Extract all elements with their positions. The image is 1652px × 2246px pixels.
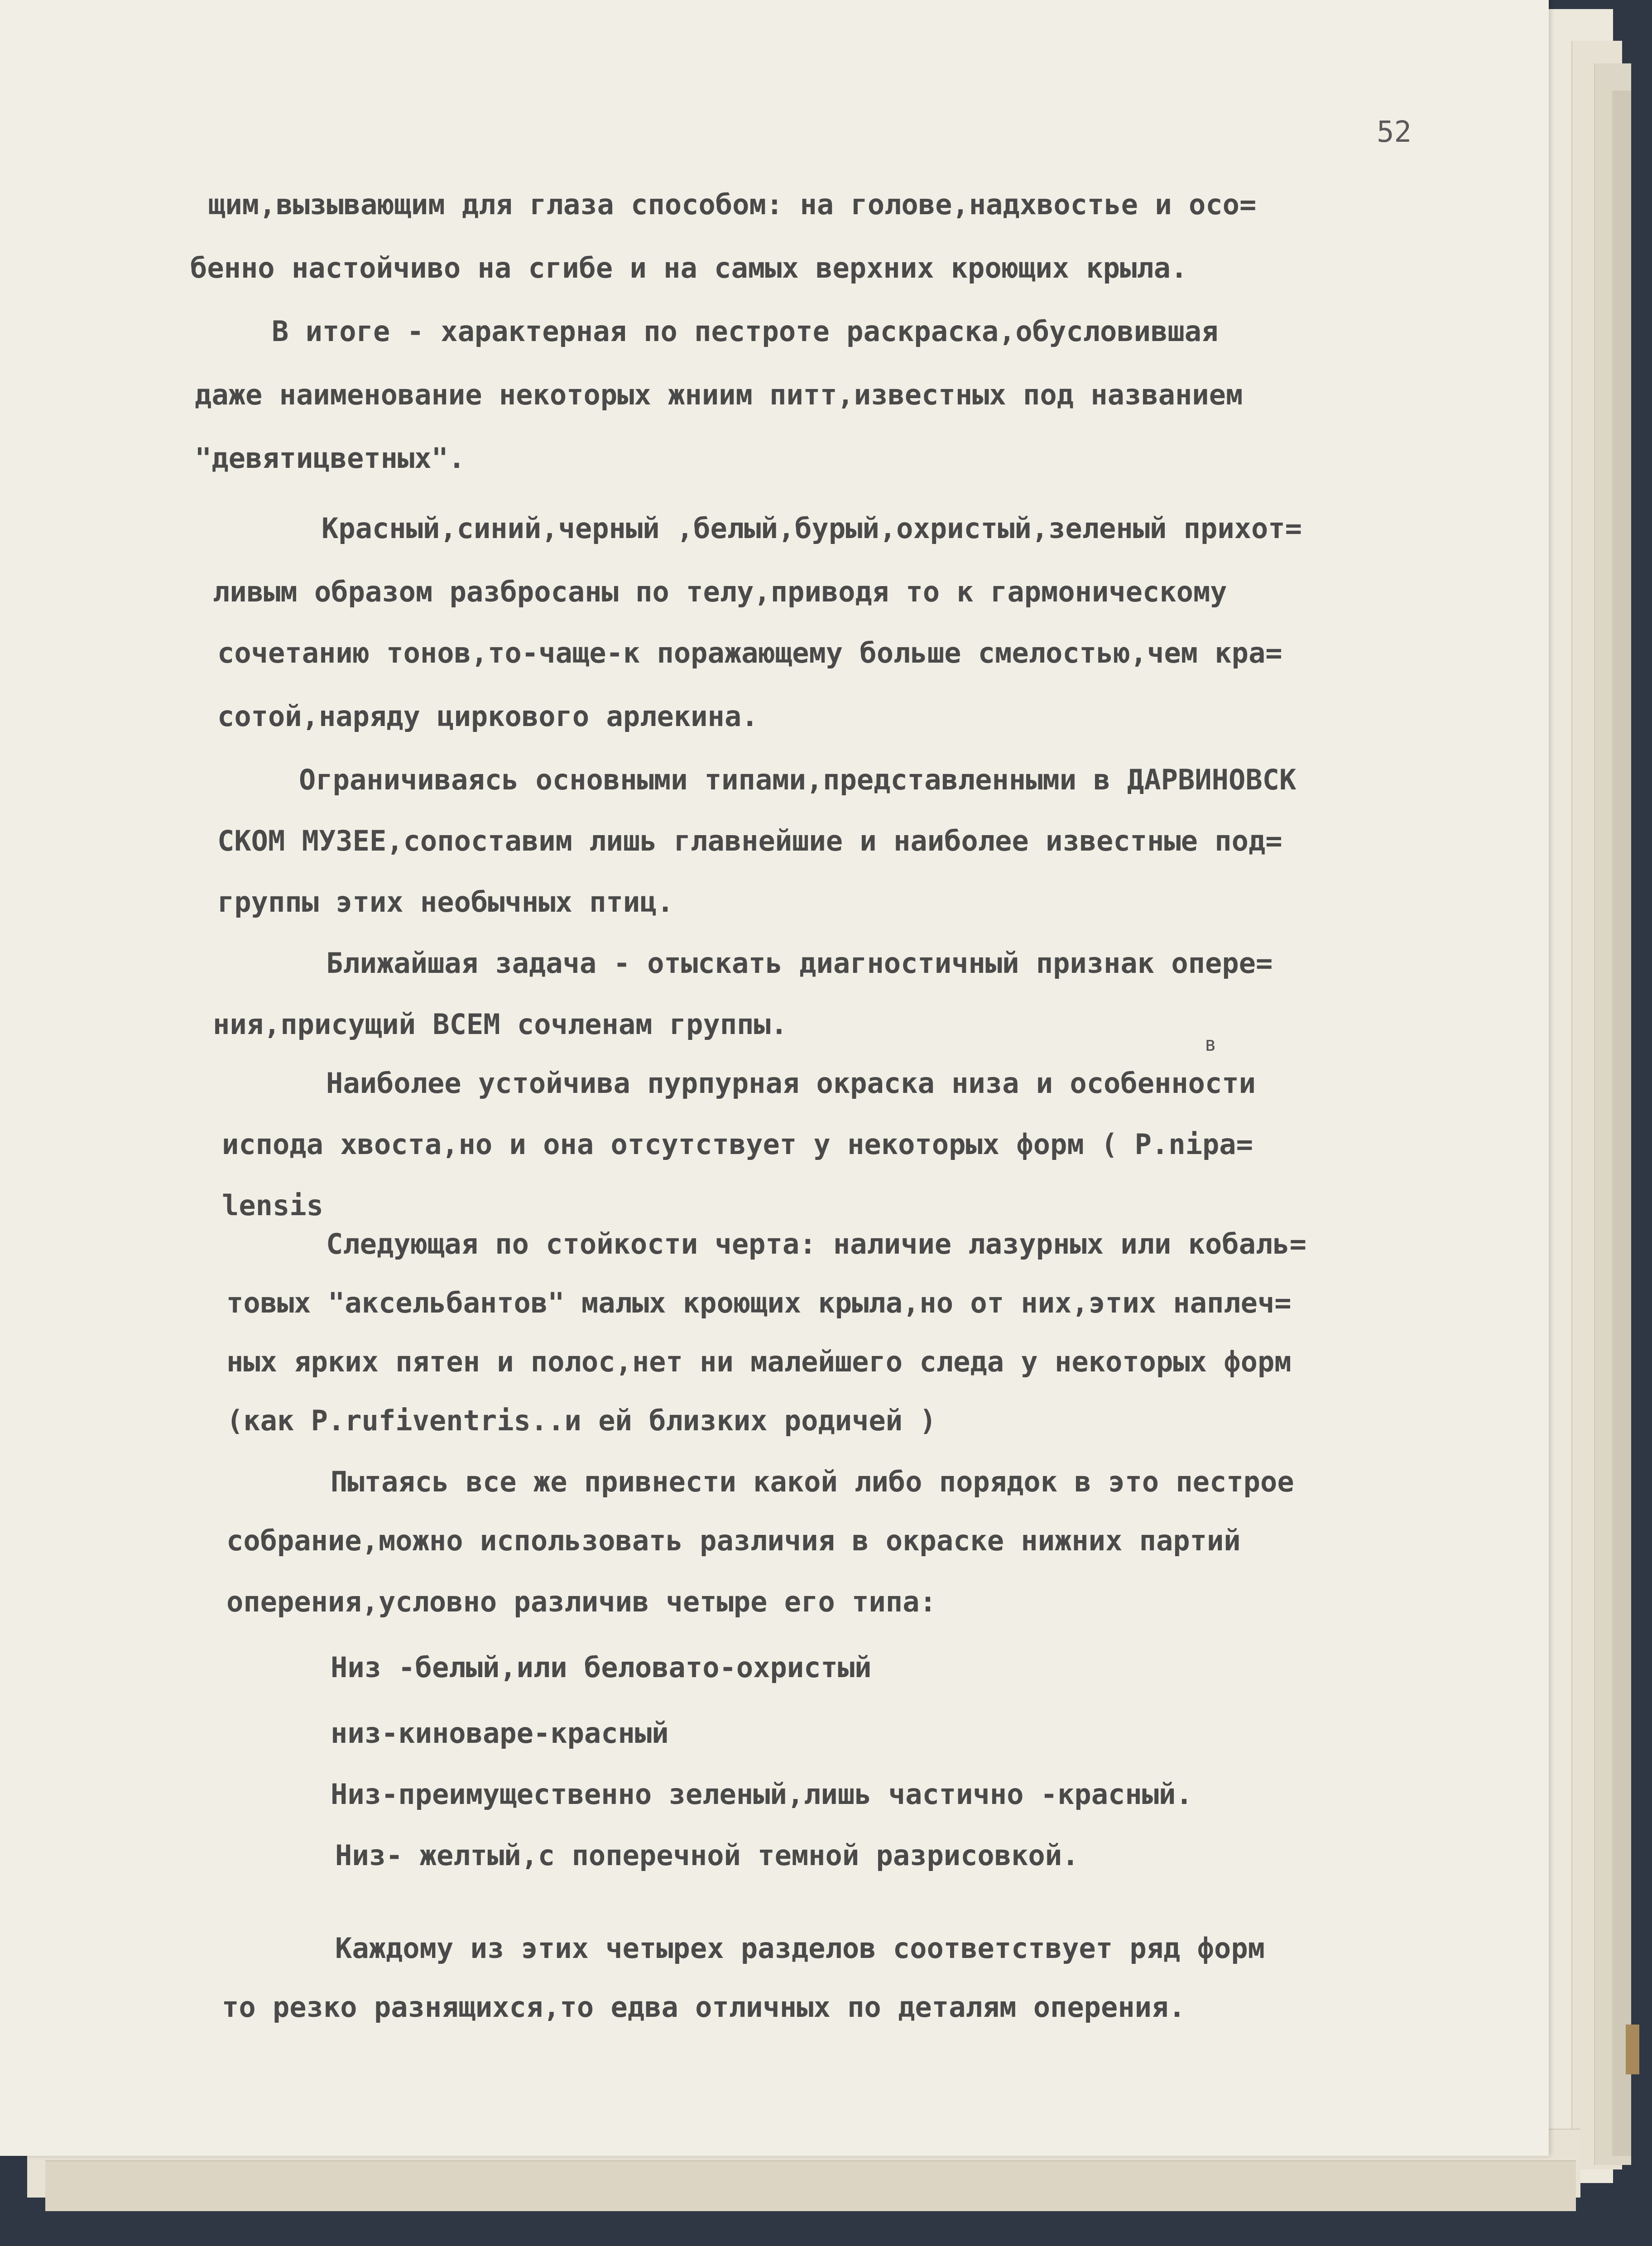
text-line-13: Ближайшая задача - отыскать диагностичный признак опере= (326, 947, 1273, 980)
text-line-21: (как P.rufiventris..и ей близких родичей ) (226, 1404, 936, 1437)
text-line-1: щим,вызывающим для глаза способом: на голове,надхвостье и осо= (208, 188, 1257, 221)
text-line-9: сотой,наряду циркового арлекина. (217, 700, 759, 733)
text-line-6: Красный,синий,черный ,белый,бурый,охристый,зеленый прихот= (322, 512, 1302, 545)
text-line-14: ния,присущий ВСЕМ сочленам группы. (213, 1008, 788, 1041)
text-line-16: испода хвоста,но и она отсутствует у некоторых форм ( P.nipa= (222, 1128, 1253, 1161)
page-number: 52 (1377, 115, 1412, 149)
text-line-24: оперения,условно различив четыре его типа: (226, 1585, 936, 1618)
text-line-20: ных ярких пятен и полос,нет ни малейшего следа у некоторых форм (226, 1345, 1292, 1378)
text-line-12: группы этих необычных птиц. (217, 885, 674, 919)
list-item-2: низ-киноваре-красный (331, 1717, 669, 1750)
text-line-8: сочетанию тонов,то-чаще-к поражающему больше смелостью,чем кра= (217, 636, 1282, 669)
text-line-2: бенно настойчиво на сгибе и на самых верхних кроющих крыла. (190, 251, 1188, 284)
list-item-3: Низ-преимущественно зеленый,лишь частично -красный. (331, 1778, 1193, 1811)
text-line-29: Каждому из этих четырех разделов соответствует ряд форм (335, 1932, 1265, 1965)
text-line-18: Следующая по стойкости черта: наличие лазурных или кобаль= (326, 1227, 1306, 1260)
text-line-30: то резко разнящихся,то едва отличных по деталям оперения. (222, 1991, 1186, 2024)
text-line-17: lensis (222, 1189, 323, 1222)
text-line-4: даже наименование некоторых жниим питт,известных под названием (195, 378, 1243, 411)
page-tab-marker (1626, 2025, 1639, 2074)
text-line-3: В итоге - характерная по пестроте раскраска,обусловившая (272, 315, 1219, 348)
page-stack-bottom-edge (45, 2160, 1576, 2211)
list-item-1: Низ -белый,или беловато-охристый (331, 1651, 872, 1684)
text-line-7: ливым образом разбросаны по телу,приводя то к гармоническому (213, 575, 1227, 608)
text-line-22: Пытаясь все же привнести какой либо порядок в это пестрое (331, 1465, 1294, 1498)
text-line-10: Ограничиваясь основными типами,представленными в ДАРВИНОВСК (299, 763, 1297, 796)
text-line-15: Наиболее устойчива пурпурная окраска низа и особенности (326, 1067, 1256, 1100)
list-item-4: Низ- желтый,с поперечной темной разрисовкой. (335, 1839, 1079, 1872)
page-stack-edge (1612, 91, 1631, 2156)
text-line-19: товых "аксельбантов" малых кроющих крыла,но от них,этих наплеч= (226, 1286, 1292, 1319)
text-line-5: "девятицветных". (195, 442, 466, 475)
text-line-23: собрание,можно использовать различия в окраске нижних партий (226, 1524, 1241, 1557)
text-line-11: СКОМ МУЗЕЕ,сопоставим лишь главнейшие и наиболее известные под= (217, 824, 1282, 857)
handwritten-correction: в (1205, 1033, 1217, 1056)
